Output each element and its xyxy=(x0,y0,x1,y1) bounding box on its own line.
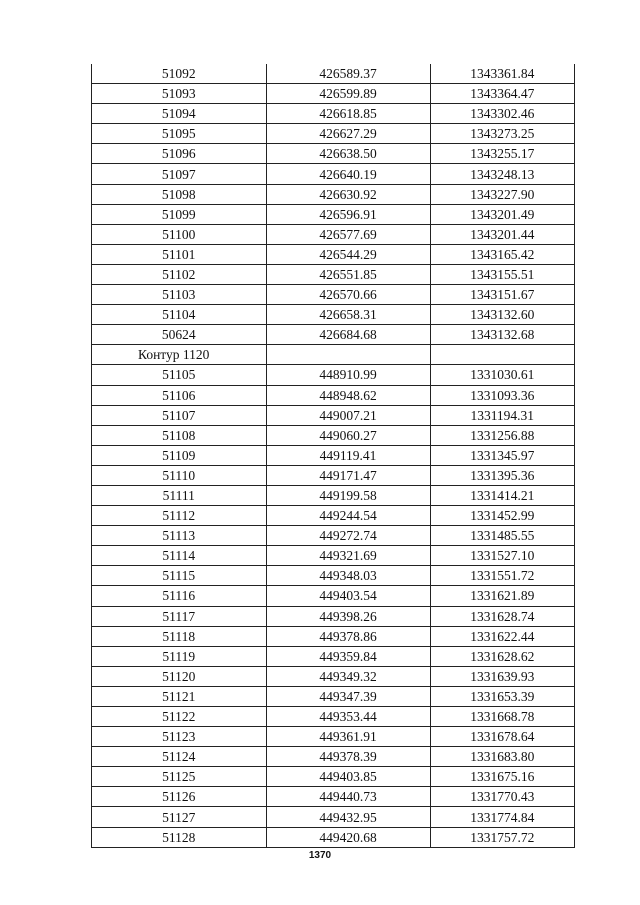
point-id-cell: 51124 xyxy=(92,747,266,767)
y-coordinate-cell: 1331628.62 xyxy=(430,646,574,666)
table-row xyxy=(92,144,574,164)
y-coordinate-cell: 1343201.49 xyxy=(430,204,574,224)
table-row xyxy=(92,727,574,747)
table-row xyxy=(92,184,574,204)
y-coordinate-cell: 1331628.74 xyxy=(430,606,574,626)
table-row xyxy=(92,305,574,325)
point-id-cell: 51113 xyxy=(92,526,266,546)
point-id-cell: 51126 xyxy=(92,787,266,807)
coordinates-table xyxy=(92,64,574,848)
table-row xyxy=(92,747,574,767)
y-coordinate-cell: 1331551.72 xyxy=(430,566,574,586)
point-id-cell: 51112 xyxy=(92,506,266,526)
point-id-cell: 51099 xyxy=(92,204,266,224)
empty-cell xyxy=(430,345,574,365)
point-id-cell: 51092 xyxy=(92,64,266,84)
x-coordinate-cell: 449321.69 xyxy=(266,546,430,566)
table-row xyxy=(92,807,574,827)
table-row xyxy=(92,325,574,345)
y-coordinate-cell: 1331668.78 xyxy=(430,707,574,727)
empty-cell xyxy=(266,345,430,365)
y-coordinate-cell: 1331414.21 xyxy=(430,485,574,505)
point-id-cell: 51111 xyxy=(92,485,266,505)
y-coordinate-cell: 1331256.88 xyxy=(430,425,574,445)
x-coordinate-cell: 449359.84 xyxy=(266,646,430,666)
point-id-cell: 51093 xyxy=(92,84,266,104)
table-row xyxy=(92,104,574,124)
point-id-cell: 51116 xyxy=(92,586,266,606)
y-coordinate-cell: 1331621.89 xyxy=(430,586,574,606)
contour-header-row xyxy=(92,345,574,365)
x-coordinate-cell: 449348.03 xyxy=(266,566,430,586)
table-row xyxy=(92,164,574,184)
point-id-cell: 51102 xyxy=(92,264,266,284)
point-id-cell: 51094 xyxy=(92,104,266,124)
y-coordinate-cell: 1343132.68 xyxy=(430,325,574,345)
table-row xyxy=(92,586,574,606)
table-row xyxy=(92,244,574,264)
point-id-cell: 51119 xyxy=(92,646,266,666)
x-coordinate-cell: 449119.41 xyxy=(266,445,430,465)
point-id-cell: 51127 xyxy=(92,807,266,827)
point-id-cell: 51107 xyxy=(92,405,266,425)
x-coordinate-cell: 449244.54 xyxy=(266,506,430,526)
y-coordinate-cell: 1331653.39 xyxy=(430,686,574,706)
table-row xyxy=(92,646,574,666)
point-id-cell: 51115 xyxy=(92,566,266,586)
point-id-cell: 51109 xyxy=(92,445,266,465)
x-coordinate-cell: 449353.44 xyxy=(266,707,430,727)
point-id-cell: 51106 xyxy=(92,385,266,405)
x-coordinate-cell: 449060.27 xyxy=(266,425,430,445)
y-coordinate-cell: 1331194.31 xyxy=(430,405,574,425)
y-coordinate-cell: 1343361.84 xyxy=(430,64,574,84)
y-coordinate-cell: 1331527.10 xyxy=(430,546,574,566)
y-coordinate-cell: 1343132.60 xyxy=(430,305,574,325)
point-id-cell: 51110 xyxy=(92,465,266,485)
coordinates-table-container xyxy=(91,64,575,848)
point-id-cell: 51105 xyxy=(92,365,266,385)
y-coordinate-cell: 1331675.16 xyxy=(430,767,574,787)
x-coordinate-cell: 426570.66 xyxy=(266,285,430,305)
x-coordinate-cell: 449378.39 xyxy=(266,747,430,767)
y-coordinate-cell: 1343255.17 xyxy=(430,144,574,164)
table-row xyxy=(92,204,574,224)
y-coordinate-cell: 1331770.43 xyxy=(430,787,574,807)
point-id-cell: 51117 xyxy=(92,606,266,626)
table-row xyxy=(92,365,574,385)
y-coordinate-cell: 1343155.51 xyxy=(430,264,574,284)
y-coordinate-cell: 1343151.67 xyxy=(430,285,574,305)
x-coordinate-cell: 449007.21 xyxy=(266,405,430,425)
x-coordinate-cell: 449361.91 xyxy=(266,727,430,747)
y-coordinate-cell: 1331093.36 xyxy=(430,385,574,405)
x-coordinate-cell: 426640.19 xyxy=(266,164,430,184)
table-row xyxy=(92,566,574,586)
x-coordinate-cell: 448948.62 xyxy=(266,385,430,405)
y-coordinate-cell: 1343248.13 xyxy=(430,164,574,184)
point-id-cell: 51128 xyxy=(92,827,266,847)
x-coordinate-cell: 449420.68 xyxy=(266,827,430,847)
x-coordinate-cell: 426589.37 xyxy=(266,64,430,84)
x-coordinate-cell: 449440.73 xyxy=(266,787,430,807)
y-coordinate-cell: 1331452.99 xyxy=(430,506,574,526)
x-coordinate-cell: 426577.69 xyxy=(266,224,430,244)
y-coordinate-cell: 1331639.93 xyxy=(430,666,574,686)
table-row xyxy=(92,827,574,847)
point-id-cell: 51096 xyxy=(92,144,266,164)
x-coordinate-cell: 449347.39 xyxy=(266,686,430,706)
table-row xyxy=(92,124,574,144)
point-id-cell: 50624 xyxy=(92,325,266,345)
table-row xyxy=(92,526,574,546)
y-coordinate-cell: 1343302.46 xyxy=(430,104,574,124)
table-row xyxy=(92,425,574,445)
x-coordinate-cell: 449272.74 xyxy=(266,526,430,546)
x-coordinate-cell: 449403.54 xyxy=(266,586,430,606)
x-coordinate-cell: 449171.47 xyxy=(266,465,430,485)
table-row xyxy=(92,686,574,706)
y-coordinate-cell: 1343165.42 xyxy=(430,244,574,264)
x-coordinate-cell: 426544.29 xyxy=(266,244,430,264)
table-row xyxy=(92,707,574,727)
table-row xyxy=(92,84,574,104)
contour-label: Контур 1120 xyxy=(92,345,266,365)
point-id-cell: 51104 xyxy=(92,305,266,325)
y-coordinate-cell: 1331683.80 xyxy=(430,747,574,767)
y-coordinate-cell: 1331757.72 xyxy=(430,827,574,847)
point-id-cell: 51118 xyxy=(92,626,266,646)
point-id-cell: 51122 xyxy=(92,707,266,727)
coordinates-table-body xyxy=(92,64,574,847)
table-row xyxy=(92,606,574,626)
table-row xyxy=(92,264,574,284)
x-coordinate-cell: 426684.68 xyxy=(266,325,430,345)
y-coordinate-cell: 1343273.25 xyxy=(430,124,574,144)
table-row xyxy=(92,546,574,566)
x-coordinate-cell: 449199.58 xyxy=(266,485,430,505)
y-coordinate-cell: 1331774.84 xyxy=(430,807,574,827)
x-coordinate-cell: 426596.91 xyxy=(266,204,430,224)
point-id-cell: 51101 xyxy=(92,244,266,264)
point-id-cell: 51120 xyxy=(92,666,266,686)
x-coordinate-cell: 449403.85 xyxy=(266,767,430,787)
table-row xyxy=(92,465,574,485)
x-coordinate-cell: 426630.92 xyxy=(266,184,430,204)
x-coordinate-cell: 426627.29 xyxy=(266,124,430,144)
y-coordinate-cell: 1331485.55 xyxy=(430,526,574,546)
x-coordinate-cell: 426599.89 xyxy=(266,84,430,104)
point-id-cell: 51114 xyxy=(92,546,266,566)
x-coordinate-cell: 449398.26 xyxy=(266,606,430,626)
table-row xyxy=(92,285,574,305)
x-coordinate-cell: 449378.86 xyxy=(266,626,430,646)
table-row xyxy=(92,787,574,807)
table-row xyxy=(92,405,574,425)
table-row xyxy=(92,767,574,787)
page-number: 1370 xyxy=(308,850,332,861)
point-id-cell: 51095 xyxy=(92,124,266,144)
table-row xyxy=(92,445,574,465)
x-coordinate-cell: 449349.32 xyxy=(266,666,430,686)
y-coordinate-cell: 1331622.44 xyxy=(430,626,574,646)
y-coordinate-cell: 1331030.61 xyxy=(430,365,574,385)
point-id-cell: 51121 xyxy=(92,686,266,706)
x-coordinate-cell: 426551.85 xyxy=(266,264,430,284)
table-row xyxy=(92,666,574,686)
point-id-cell: 51108 xyxy=(92,425,266,445)
point-id-cell: 51103 xyxy=(92,285,266,305)
y-coordinate-cell: 1331678.64 xyxy=(430,727,574,747)
x-coordinate-cell: 426658.31 xyxy=(266,305,430,325)
table-row xyxy=(92,506,574,526)
point-id-cell: 51097 xyxy=(92,164,266,184)
x-coordinate-cell: 449432.95 xyxy=(266,807,430,827)
point-id-cell: 51100 xyxy=(92,224,266,244)
table-row xyxy=(92,224,574,244)
point-id-cell: 51125 xyxy=(92,767,266,787)
table-row xyxy=(92,626,574,646)
x-coordinate-cell: 426618.85 xyxy=(266,104,430,124)
y-coordinate-cell: 1331345.97 xyxy=(430,445,574,465)
table-row xyxy=(92,385,574,405)
point-id-cell: 51123 xyxy=(92,727,266,747)
y-coordinate-cell: 1343201.44 xyxy=(430,224,574,244)
y-coordinate-cell: 1343364.47 xyxy=(430,84,574,104)
x-coordinate-cell: 448910.99 xyxy=(266,365,430,385)
table-row xyxy=(92,64,574,84)
y-coordinate-cell: 1331395.36 xyxy=(430,465,574,485)
point-id-cell: 51098 xyxy=(92,184,266,204)
x-coordinate-cell: 426638.50 xyxy=(266,144,430,164)
y-coordinate-cell: 1343227.90 xyxy=(430,184,574,204)
table-row xyxy=(92,485,574,505)
